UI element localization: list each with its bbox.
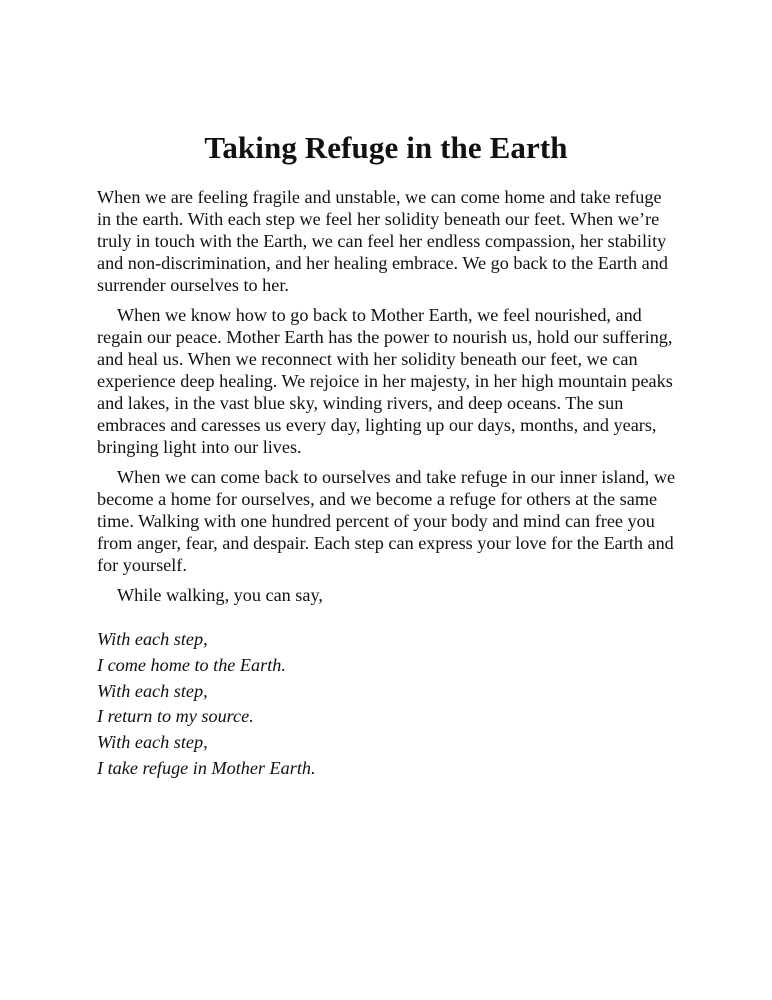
poem (97, 627, 497, 782)
poem-line-1: With each step, (97, 629, 208, 649)
poem-line-3: With each step, (97, 680, 208, 701)
poem-line-2: I come home to the Earth. (97, 654, 286, 675)
paragraph-4: While walking, you can say, (117, 585, 323, 605)
paragraph-1: When we are feeling fragile and unstable, we can come home and take refuge in the earth. With each step we feel her solidity beneath our feet. When we’re truly in touch with the Earth, we can feel her endless compassion, her stability and non-discrimination, and her healing embrace. We go back to the Earth and surrender ourselves to her. (97, 187, 668, 295)
paragraph-2: When we know how to go back to Mother Earth, we feel nourished, and regain our peace. Mother Earth has the power to nourish us, hold our suffering, and heal us. When we reconnect with her solidity beneath our feet, we can experience deep healing. We rejoice in her majesty, in her high mountain peaks and lakes, in the vast blue sky, winding rivers, and deep oceans. The sun embraces and caresses us every day, lighting up our days, months, and years, bringing light into our lives. (97, 305, 673, 457)
poem-line-4: I return to my source. (97, 706, 254, 727)
poem-line-5: With each step, (97, 732, 208, 753)
poem-line-6: I take refuge in Mother Earth. (97, 757, 316, 778)
body-text (97, 186, 677, 606)
paragraph-3: When we can come back to ourselves and take refuge in our inner island, we become a home for ourselves, and we become a refuge for others at the same time. Walking with one hundred percent of your body and mind can free you from anger, fear, and despair. Each step can express your love for the Earth and for yourself. (97, 467, 676, 575)
page-title: Taking Refuge in the Earth (204, 130, 568, 165)
